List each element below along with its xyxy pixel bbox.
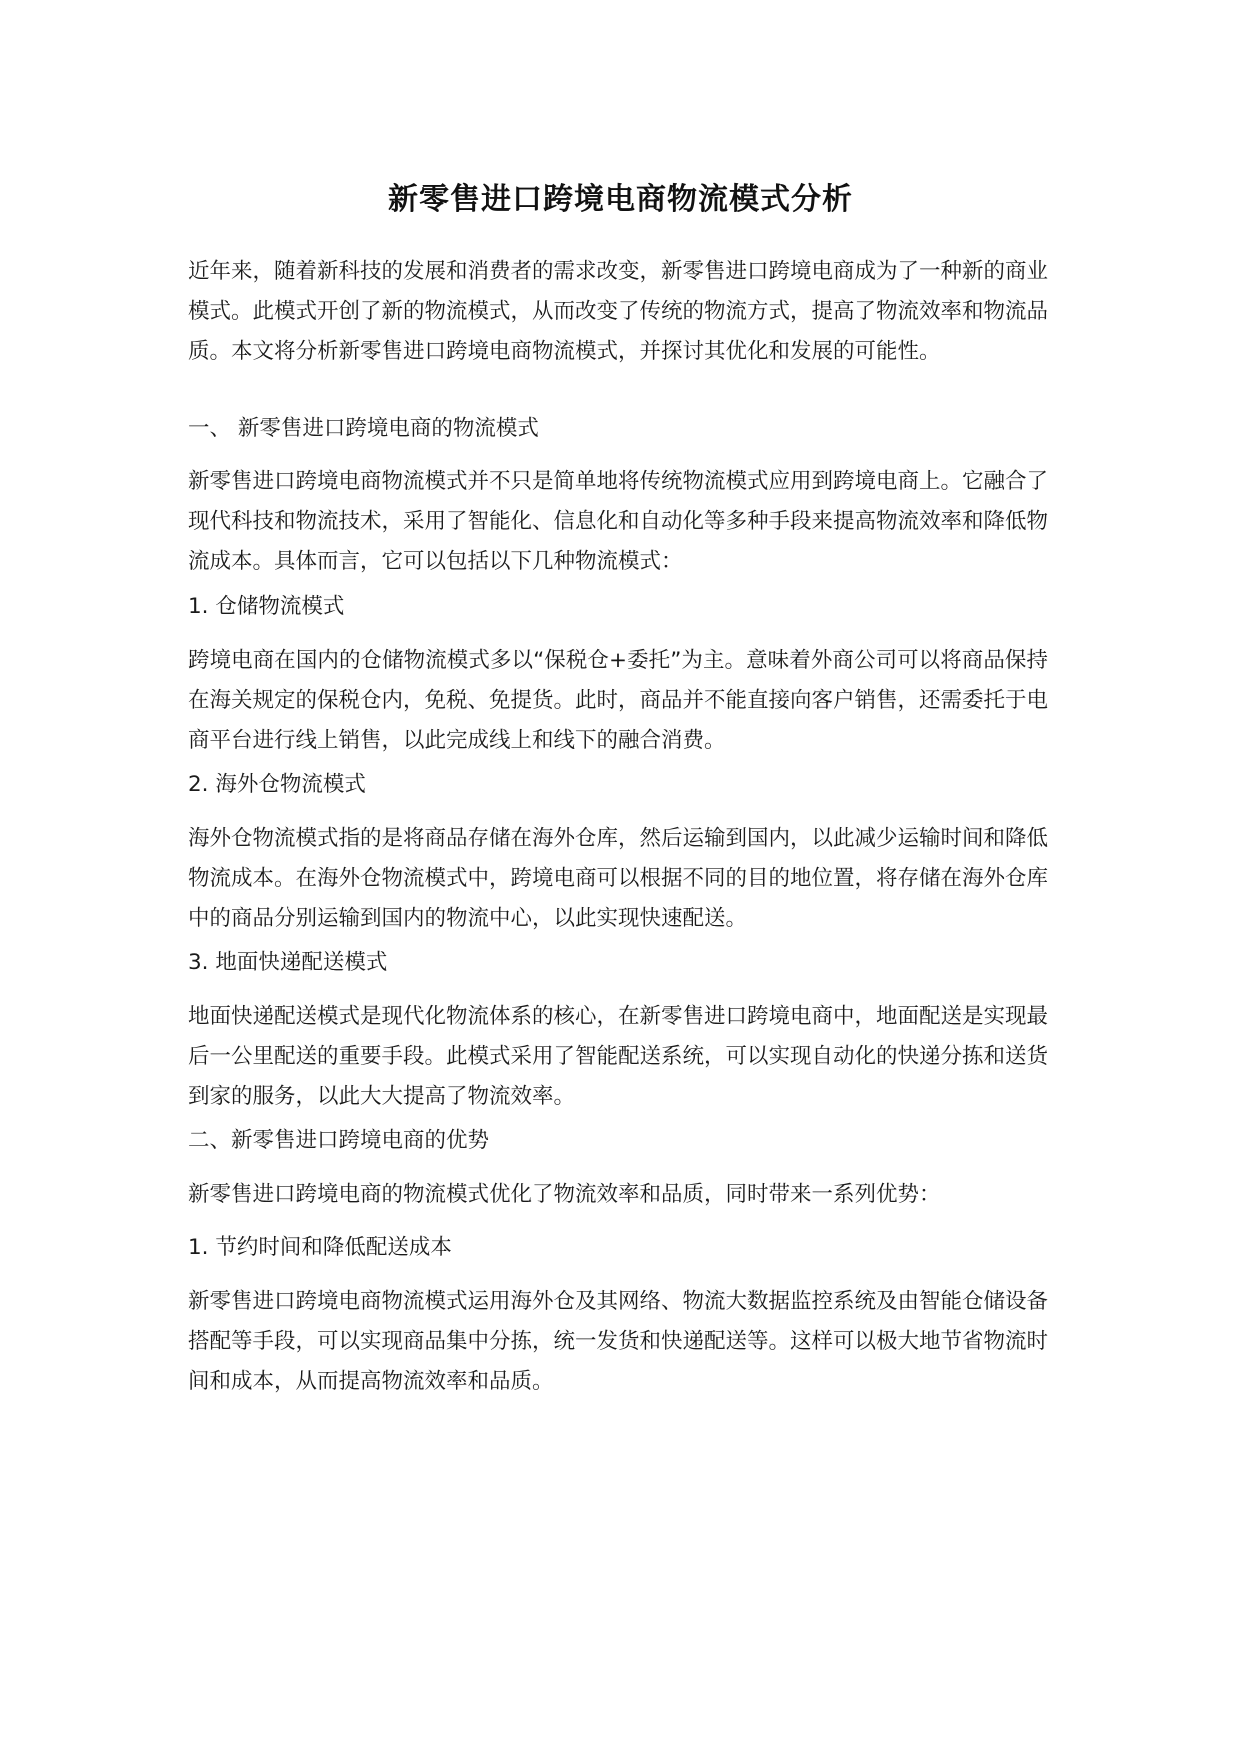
paragraph-warehouse-mode: 跨境电商在国内的仓储物流模式多以“保税仓+委托”为主。意味着外商公司可以将商品保持在海关规定的保税仓内，免税、免提货。此时，商品并不能直接向客户销售，还需委托于电商平台进行线上销售，以此完成线上和线下的融合消费。 xyxy=(188,648,1049,753)
section-heading-2: 二、新零售进口跨境电商的优势 xyxy=(188,1128,490,1153)
subheading-warehouse-mode: 1. 仓储物流模式 xyxy=(188,594,345,619)
subheading-ground-delivery: 3. 地面快递配送模式 xyxy=(188,950,388,975)
section-heading-1: 一、 新零售进口跨境电商的物流模式 xyxy=(188,416,539,441)
paragraph-overseas-warehouse: 海外仓物流模式指的是将商品存储在海外仓库，然后运输到国内，以此减少运输时间和降低物流成本。在海外仓物流模式中，跨境电商可以根据不同的目的地位置，将存储在海外仓库中的商品分别运输到国内的物流中心，以此实现快速配送。 xyxy=(188,826,1049,931)
paragraph-advantages-intro: 新零售进口跨境电商的物流模式优化了物流效率和品质，同时带来一系列优势： xyxy=(188,1182,941,1207)
paragraph-ground-delivery: 地面快递配送模式是现代化物流体系的核心，在新零售进口跨境电商中，地面配送是实现最后一公里配送的重要手段。此模式采用了智能配送系统，可以实现自动化的快递分拣和送货到家的服务，以此大大提高了物流效率。 xyxy=(188,1004,1049,1109)
document-title: 新零售进口跨境电商物流模式分析 xyxy=(388,182,853,217)
subheading-overseas-warehouse: 2. 海外仓物流模式 xyxy=(188,772,366,797)
subheading-save-time-cost: 1. 节约时间和降低配送成本 xyxy=(188,1235,452,1260)
paragraph-logistics-overview: 新零售进口跨境电商物流模式并不只是简单地将传统物流模式应用到跨境电商上。它融合了现代科技和物流技术，采用了智能化、信息化和自动化等多种手段来提高物流效率和降低物流成本。具体而言，它可以包括以下几种物流模式： xyxy=(188,469,1049,574)
intro-paragraph: 近年来，随着新科技的发展和消费者的需求改变，新零售进口跨境电商成为了一种新的商业模式。此模式开创了新的物流模式，从而改变了传统的物流方式，提高了物流效率和物流品质。本文将分析新零售进口跨境电商物流模式，并探讨其优化和发展的可能性。 xyxy=(188,259,1049,364)
paragraph-save-time-cost: 新零售进口跨境电商物流模式运用海外仓及其网络、物流大数据监控系统及由智能仓储设备搭配等手段，可以实现商品集中分拣，统一发货和快递配送等。这样可以极大地节省物流时间和成本，从而提高物流效率和品质。 xyxy=(188,1289,1049,1394)
